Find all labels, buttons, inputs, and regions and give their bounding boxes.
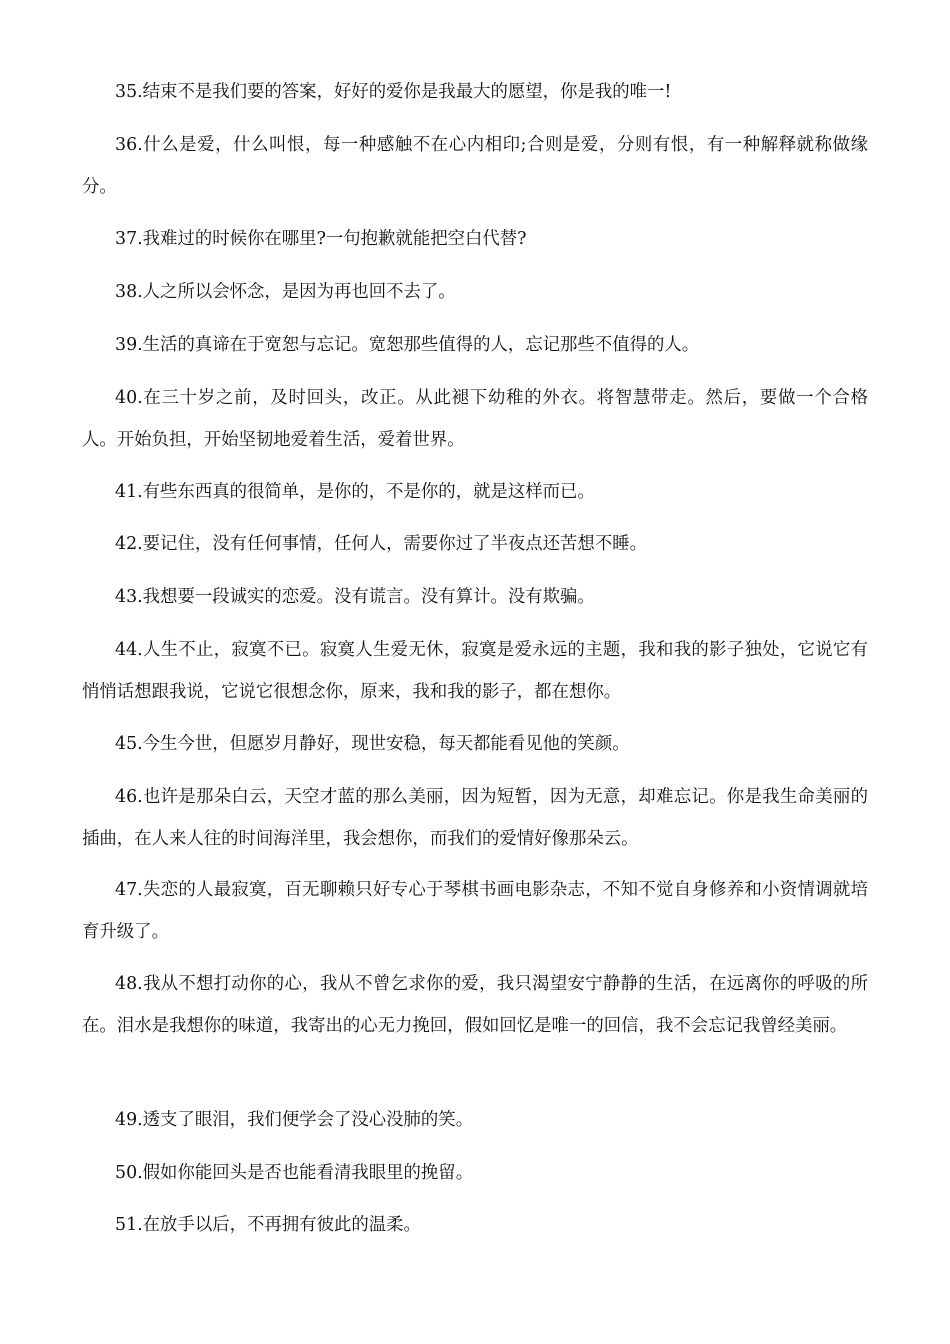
paragraph-45: 45.今生今世，但愿岁月静好，现世安稳，每天都能看见他的笑颜。 xyxy=(115,734,630,754)
paragraph-38: 38.人之所以会怀念，是因为再也回不去了。 xyxy=(115,282,456,302)
paragraph-51: 51.在放手以后，不再拥有彼此的温柔。 xyxy=(115,1215,421,1235)
paragraph-41: 41.有些东西真的很简单，是你的，不是你的，就是这样而已。 xyxy=(115,482,595,502)
paragraph-48: 48.我从不想打动你的心，我从不曾乞求你的爱，我只渴望安宁静静的生活，在远离你的呼吸的所在。泪水是我想你的味道，我寄出的心无力挽回，假如回忆是唯一的回信，我不会忘记我曾经美丽。 xyxy=(82,974,868,1036)
paragraph-37: 37.我难过的时候你在哪里?一句抱歉就能把空白代替? xyxy=(115,229,527,249)
paragraph-49: 49.透支了眼泪，我们便学会了没心没肺的笑。 xyxy=(115,1110,474,1130)
paragraph-44: 44.人生不止，寂寞不已。寂寞人生爱无休，寂寞是爱永远的主题，我和我的影子独处，它说它有悄悄话想跟我说，它说它很想念你，原来，我和我的影子，都在想你。 xyxy=(82,640,868,702)
paragraph-47: 47.失恋的人最寂寞，百无聊赖只好专心于琴棋书画电影杂志，不知不觉自身修养和小资情调就培育升级了。 xyxy=(82,880,868,942)
paragraph-36: 36.什么是爱，什么叫恨，每一种感触不在心内相印;合则是爱，分则有恨，有一种解释就称做缘分。 xyxy=(82,135,868,197)
paragraph-39: 39.生活的真谛在于宽恕与忘记。宽恕那些值得的人，忘记那些不值得的人。 xyxy=(115,335,700,355)
document-page xyxy=(82,0,868,1344)
paragraph-35: 35.结束不是我们要的答案，好好的爱你是我最大的愿望，你是我的唯一! xyxy=(115,82,672,102)
paragraph-43: 43.我想要一段诚实的恋爱。没有谎言。没有算计。没有欺骗。 xyxy=(115,587,595,607)
paragraph-50: 50.假如你能回头是否也能看清我眼里的挽留。 xyxy=(115,1163,474,1183)
paragraph-42: 42.要记住，没有任何事情，任何人，需要你过了半夜点还苦想不睡。 xyxy=(115,534,647,554)
paragraph-46: 46.也许是那朵白云，天空才蓝的那么美丽，因为短暂，因为无意，却难忘记。你是我生命美丽的插曲，在人来人往的时间海洋里，我会想你，而我们的爱情好像那朵云。 xyxy=(82,787,868,849)
paragraph-40: 40.在三十岁之前，及时回头，改正。从此褪下幼稚的外衣。将智慧带走。然后，要做一个合格人。开始负担，开始坚韧地爱着生活，爱着世界。 xyxy=(82,388,868,450)
